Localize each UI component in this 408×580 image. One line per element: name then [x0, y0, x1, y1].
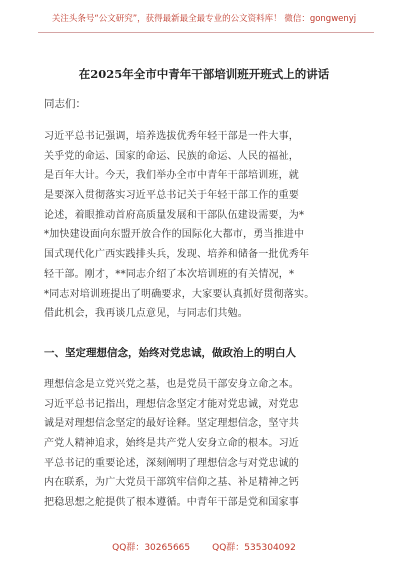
footer-qq-group-2: QQ群：535304092 — [212, 543, 296, 553]
paragraph-line: 是百年大计。今天，我们举办全市中青年干部培训班，就 — [44, 170, 299, 182]
paragraph-line: 借此机会，我再谈几点意见，与同志们共勉。 — [44, 308, 248, 320]
paragraph-line: 把稳思想之舵提供了根本遵循。中青年干部是党和国家事 — [44, 497, 299, 509]
document-title: 在2025年全市中青年干部培训班开班式上的讲话 — [78, 67, 330, 81]
paragraph-line: 论述，着眼推动首府高质量发展和干部队伍建设需要，为* — [44, 209, 305, 221]
paragraph-line: 诚是对理想信念坚定的最好诠释。坚定理想信念，坚守共 — [44, 418, 299, 430]
paragraph-line: 习近平总书记强调，培养选拔优秀年轻干部是一件大事， — [44, 131, 299, 142]
footer-qq-group-1: QQ群：30265665 — [112, 543, 191, 553]
paragraph-line: *加快建设面向东盟开放合作的国际化大都市，勇当推进中 — [44, 229, 305, 241]
header-banner: 关注头条号“公文研究”，获得最新最全最专业的公文资料库！ 微信：gongwenyj — [51, 14, 357, 24]
paragraph-line: 内在联系，为广大党员干部筑牢信仰之基、补足精神之钙 — [44, 477, 299, 489]
footer-contact — [0, 540, 408, 553]
header-divider — [38, 32, 374, 33]
paragraph-line: 关乎党的命运、国家的命运、民族的命运、人民的福祉， — [44, 150, 299, 162]
paragraph-line: 习近平总书记指出，理想信念坚定才能对党忠诚，对党忠 — [44, 398, 299, 410]
paragraph-line: 是要深入贯彻落实习近平总书记关于年轻干部工作的重要 — [44, 190, 299, 202]
paragraph-intro — [44, 127, 366, 324]
paragraph-line: *同志对培训班提出了明确要求，大家要认真抓好贯彻落实。 — [44, 288, 315, 300]
salutation: 同志们： — [44, 98, 86, 110]
paragraph-section1 — [44, 375, 366, 513]
paragraph-line: 产党人精神追求，始终是共产党人安身立命的根本。习近 — [44, 438, 299, 450]
paragraph-line: 国式现代化广西实践排头兵，发现、培养和储备一批优秀年 — [44, 249, 310, 261]
paragraph-line: 轻干部。刚才，**同志介绍了本次培训班的有关情况，* — [44, 268, 295, 280]
paragraph-line: 平总书记的重要论述，深刻阐明了理想信念与对党忠诚的 — [44, 457, 299, 469]
section-heading: 一、坚定理想信念，始终对党忠诚，做政治上的明白人 — [44, 347, 296, 359]
paragraph-line: 理想信念是立党兴党之基，也是党员干部安身立命之本。 — [44, 379, 299, 390]
